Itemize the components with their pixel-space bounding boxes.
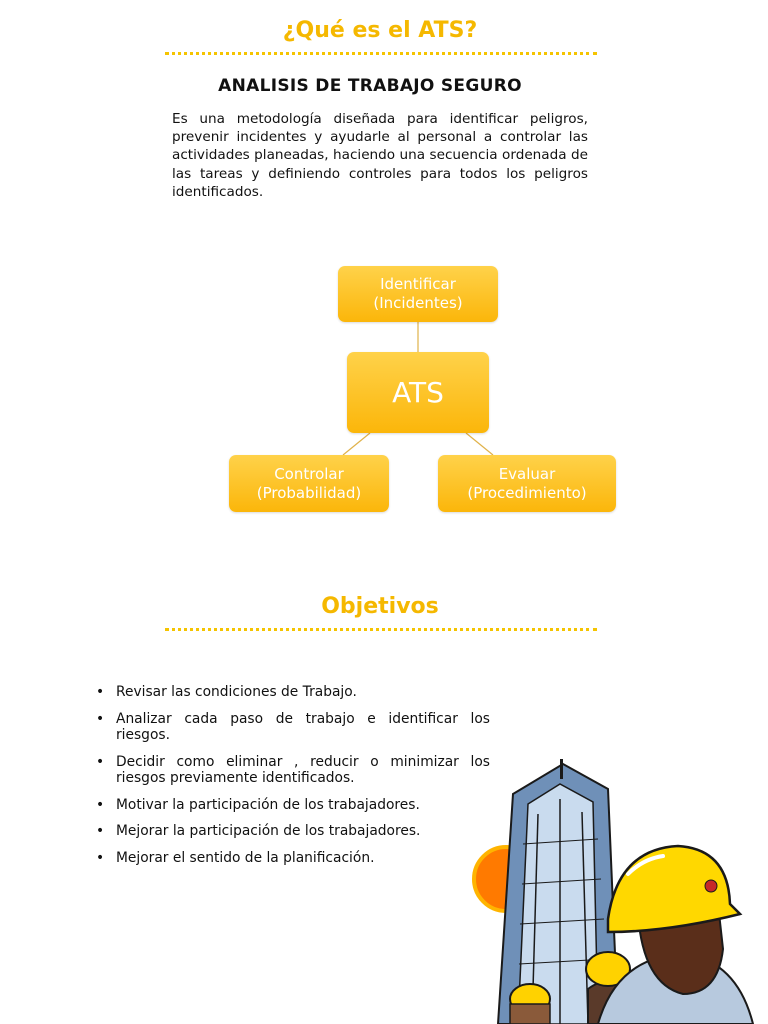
list-item: • Mejorar la participación de los trabajadores. [90,823,490,840]
title-divider [165,52,597,55]
objectives-title: Objetivos [321,594,439,619]
objectives-divider [165,628,597,631]
page-title: ¿Qué es el ATS? [282,18,478,43]
objectives-list [90,684,490,876]
node-label: Controlar [274,464,344,483]
node-label: Identificar [380,275,456,293]
node-sublabel: (Procedimiento) [467,483,587,502]
section-subtitle: ANALISIS DE TRABAJO SEGURO [218,76,522,96]
node-sublabel: (Probabilidad) [256,483,362,502]
diagram-node-evaluar [438,455,616,512]
list-item: • Revisar las condiciones de Trabajo. [90,684,490,701]
description-paragraph: Es una metodología diseñada para identificar peligros, prevenir incidentes y ayudarle al personal a controlar las actividades planeadas, haciendo una secuencia ordenada de las tareas y definiendo controles para todos los peligros identificados. [172,111,588,200]
node-label: ATS [392,376,444,409]
node-label: Evaluar [498,464,556,483]
diagram-node-controlar [229,455,389,512]
list-item: • Analizar cada paso de trabajo e identificar los riesgos. [90,711,490,744]
list-item: • Decidir como eliminar , reducir o minimizar los riesgos previamente identificados. [90,754,490,787]
list-item: • Motivar la participación de los trabajadores. [90,797,490,814]
diagram-node-ats [347,352,489,433]
construction-workers-illustration [468,754,768,1024]
node-sublabel: (Incidentes) [373,294,463,312]
list-item: • Mejorar el sentido de la planificación. [90,850,490,867]
diagram-node-identificar [338,266,498,322]
